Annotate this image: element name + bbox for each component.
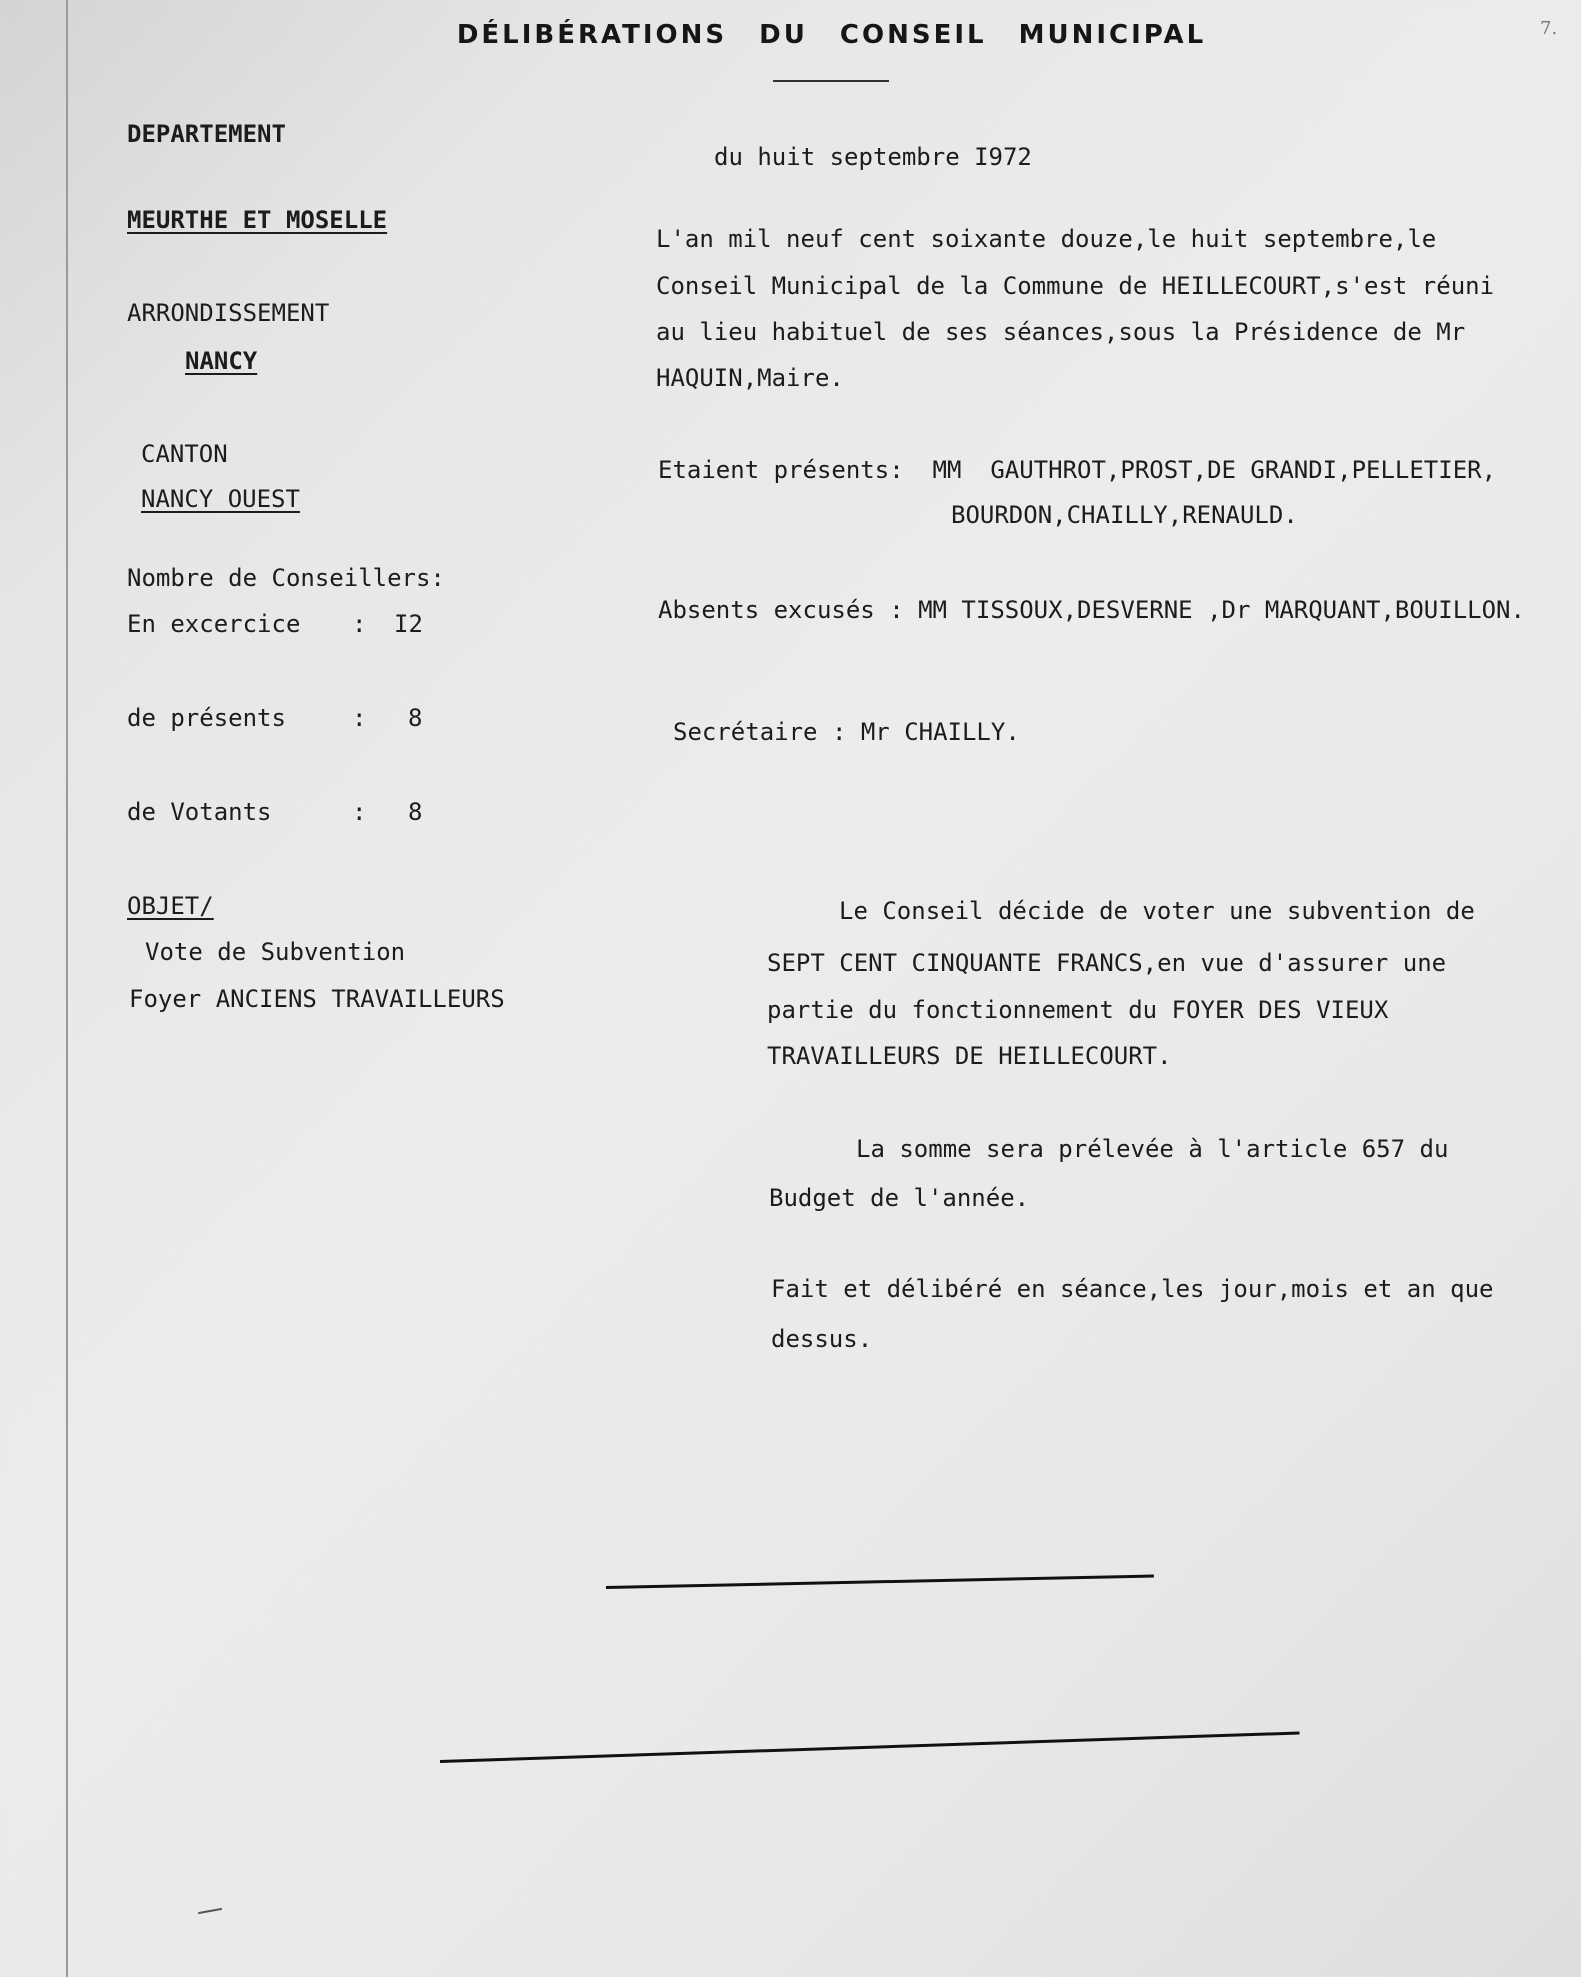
intro-line: HAQUIN,Maire.: [656, 364, 844, 392]
count-colon-presents: :: [352, 704, 367, 732]
budget-line: Budget de l'année.: [769, 1184, 1030, 1212]
count-colon-exercice: :: [352, 610, 367, 638]
arrondissement-value: NANCY: [185, 347, 258, 375]
count-colon-votants: :: [352, 798, 367, 826]
decision-line: Le Conseil décide de voter une subvention de: [839, 897, 1475, 925]
budget-line: La somme sera prélevée à l'article 657 du: [856, 1135, 1449, 1163]
absents-line: Absents excusés : MM TISSOUX,DESVERNE ,Dr MARQUANT,BOUILLON.: [658, 596, 1525, 624]
page-corner-mark: 7.: [1540, 18, 1558, 39]
presents-line: BOURDON,CHAILLY,RENAULD.: [951, 501, 1298, 529]
intro-line: au lieu habituel de ses séances,sous la Présidence de Mr: [656, 318, 1466, 346]
count-label-votants: de Votants: [127, 798, 272, 826]
presents-line: Etaient présents: MM GAUTHROT,PROST,DE GRANDI,PELLETIER,: [658, 456, 1497, 484]
secretaire-line: Secrétaire : Mr CHAILLY.: [673, 718, 1020, 746]
closing-line: dessus.: [771, 1325, 873, 1353]
intro-line: L'an mil neuf cent soixante douze,le huit septembre,le: [656, 225, 1437, 253]
pen-mark: [198, 1908, 222, 1914]
decision-line: TRAVAILLEURS DE HEILLECOURT.: [767, 1042, 1172, 1070]
departement-value: MEURTHE ET MOSELLE: [127, 206, 388, 234]
closing-line: Fait et délibéré en séance,les jour,mois et an que: [771, 1275, 1494, 1303]
closing-rule-lower: [440, 1731, 1300, 1763]
count-value-exercice: I2: [394, 610, 423, 638]
arrondissement-label: ARRONDISSEMENT: [127, 299, 330, 327]
objet-line: Foyer ANCIENS TRAVAILLEURS: [129, 985, 505, 1013]
count-label-exercice: En excercice: [127, 610, 301, 638]
count-label-presents: de présents: [127, 704, 286, 732]
conseillers-heading: Nombre de Conseillers:: [127, 564, 445, 592]
document-title: DÉLIBÉRATIONS DU CONSEIL MUNICIPAL: [456, 20, 1207, 50]
session-date: du huit septembre I972: [714, 143, 1032, 171]
count-value-votants: 8: [408, 798, 423, 826]
decision-line: SEPT CENT CINQUANTE FRANCS,en vue d'assurer une: [767, 949, 1447, 977]
closing-rule-upper: [606, 1575, 1154, 1589]
intro-line: Conseil Municipal de la Commune de HEILLECOURT,s'est réuni: [656, 272, 1495, 300]
objet-label: OBJET/: [127, 892, 214, 920]
objet-line: Vote de Subvention: [145, 938, 406, 966]
canton-label: CANTON: [141, 440, 228, 468]
departement-label: DEPARTEMENT: [127, 120, 286, 148]
title-rule: [773, 80, 889, 82]
canton-value: NANCY OUEST: [141, 485, 300, 513]
page-margin-line: [66, 0, 68, 1977]
count-value-presents: 8: [408, 704, 423, 732]
decision-line: partie du fonctionnement du FOYER DES VIEUX: [767, 996, 1389, 1024]
